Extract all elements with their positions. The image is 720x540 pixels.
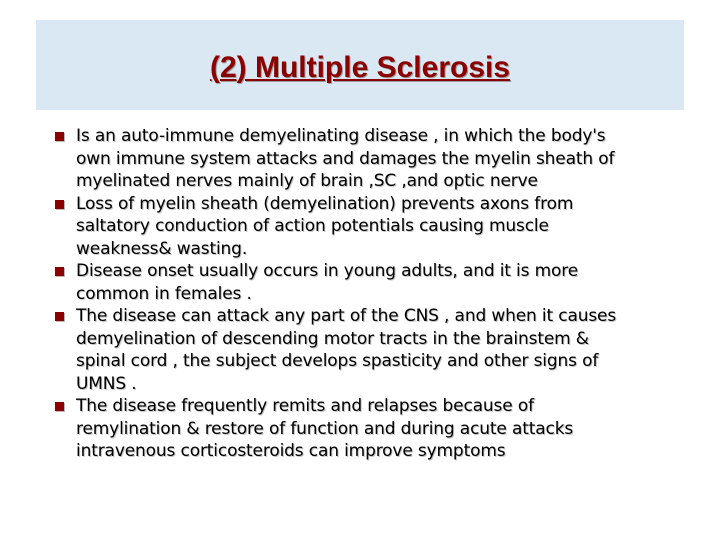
bullet-text-line: Disease onset usually occurs in young adults, and it is more	[76, 261, 579, 281]
bullet-text-line: UMNS .	[76, 373, 137, 394]
title-banner	[36, 20, 684, 110]
bullet-item	[55, 395, 705, 463]
bullet-item	[55, 193, 705, 261]
bullet-item	[55, 305, 705, 395]
bullet-text-line: Is an auto-immune demyelinating disease , in which the body's	[76, 126, 606, 146]
bullet-text-line: The disease can attack any part of the CNS , and when it causes	[76, 306, 617, 326]
bullet-item	[55, 260, 705, 305]
bullet-text-line: The disease frequently remits and relapses because of	[76, 396, 534, 416]
bullet-text-line: remylination & restore of function and during acute attacks	[76, 418, 574, 439]
bullet-list	[55, 125, 705, 463]
bullet-text-line: own immune system attacks and damages the myelin sheath of	[76, 148, 615, 169]
bullet-text-line: saltatory conduction of action potentials causing muscle	[76, 216, 549, 236]
bullet-text-line: spinal cord , the subject develops spasticity and other signs of	[76, 351, 599, 371]
square-bullet-icon	[55, 402, 64, 411]
slide-title: (2) Multiple Sclerosis	[209, 51, 511, 84]
square-bullet-icon	[55, 312, 64, 321]
bullet-text-line: Loss of myelin sheath (demyelination) prevents axons from	[76, 193, 574, 214]
bullet-item	[55, 125, 705, 193]
bullet-text-line: intravenous corticosteroids can improve symptoms	[76, 441, 506, 461]
square-bullet-icon	[55, 132, 64, 141]
bullet-text-line: common in females .	[76, 283, 252, 304]
square-bullet-icon	[55, 200, 64, 209]
bullet-text-line: weakness& wasting.	[76, 238, 248, 259]
square-bullet-icon	[55, 267, 64, 276]
bullet-text-line: myelinated nerves mainly of brain ,SC ,and optic nerve	[76, 171, 538, 191]
bullet-text-line: demyelination of descending motor tracts in the brainstem &	[76, 328, 589, 349]
